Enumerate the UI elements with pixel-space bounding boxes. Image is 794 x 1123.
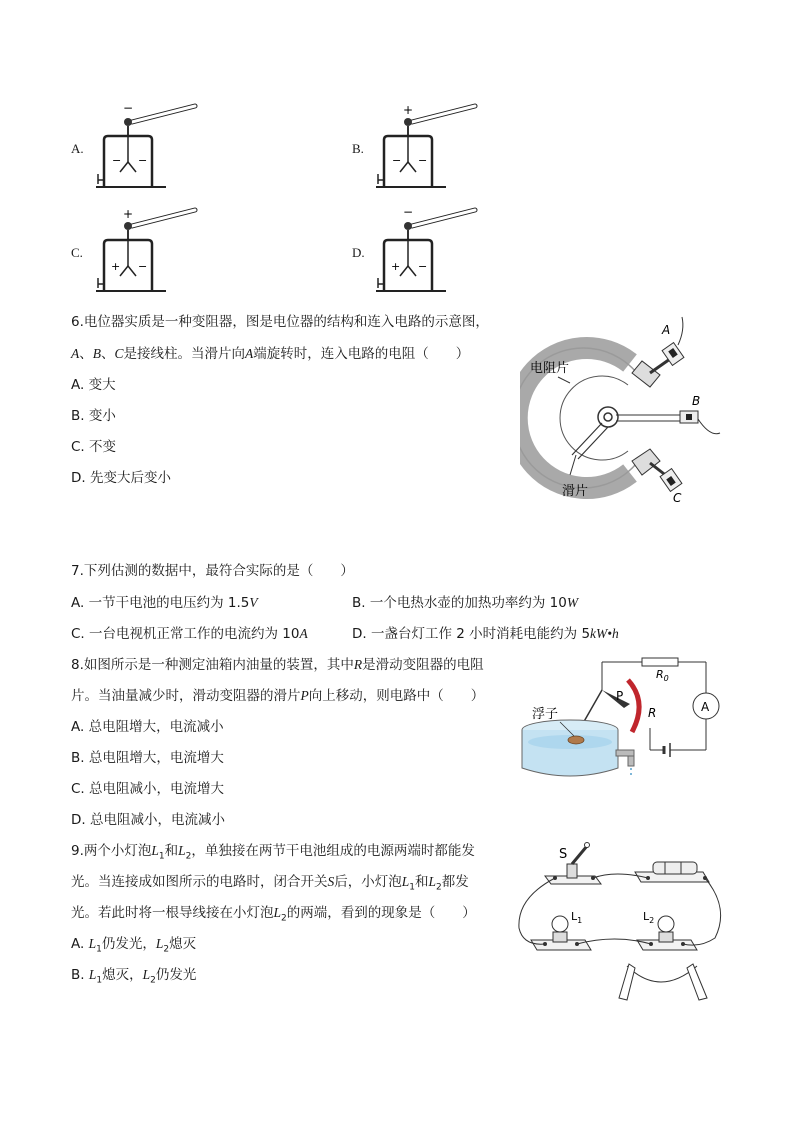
q9-option-a[interactable]: A. $L_1$仍发光，$L_2$熄灭 (71, 936, 197, 955)
q7-option-c[interactable]: C. 一台电视机正常工作的电流约为 10A (71, 626, 308, 642)
q8-option-c[interactable]: C. 总电阻减小，电流增大 (71, 781, 225, 797)
potentiometer-label-resistor: 电阻片 (530, 361, 570, 376)
electroscope-d-left-sign: + (391, 260, 401, 273)
potentiometer-label-slider: 滑片 (562, 484, 589, 499)
oil-gauge-float-label: 浮子 (532, 707, 559, 722)
q9-stem-line3: 光。若此时将一根导线接在小灯泡$L_2$的两端，看到的现象是（ ） (71, 905, 476, 924)
q6-stem-line1: 6.电位器实质是一种变阻器，图是电位器的结构和连入电路的示意图， (71, 314, 489, 330)
electroscope-c-figure (90, 204, 205, 299)
q8-option-b[interactable]: B. 总电阻增大，电流增大 (71, 750, 224, 766)
potentiometer-label-b: B (692, 394, 701, 408)
potentiometer-label-c: C (673, 491, 682, 505)
q5-option-d-letter: D. (352, 245, 365, 260)
oil-gauge-figure (520, 650, 730, 800)
q8-option-a[interactable]: A. 总电阻增大，电流减小 (71, 719, 224, 735)
q9-stem-line1: 9.两个小灯泡$L_1$和$L_2$，单独接在两节干电池组成的电源两端时都能发 (71, 843, 475, 862)
q5-option-c-letter: C. (71, 245, 83, 260)
electroscope-b-figure (370, 100, 485, 195)
potentiometer-label-a: A (662, 323, 671, 337)
electroscope-a-left-sign: − (112, 154, 122, 167)
q6-option-b[interactable]: B. 变小 (71, 408, 116, 424)
electroscope-c-top-sign: + (123, 207, 134, 221)
q8-stem-line2: 片。当油量减少时，滑动变阻器的滑片P向上移动，则电路中（ ） (71, 688, 485, 704)
oil-gauge-p-label: P (616, 689, 624, 703)
q7-option-d[interactable]: D. 一盏台灯工作 2 小时消耗电能约为 5kW•h (352, 626, 619, 642)
electroscope-b-right-sign: − (418, 154, 428, 167)
q9-stem-line2: 光。当连接成如图所示的电路时，闭合开关S后，小灯泡$L_1$和$L_2$都发 (71, 874, 469, 893)
electroscope-c-left-sign: + (111, 260, 121, 273)
q8-stem-line1: 8.如图所示是一种测定油箱内油量的装置，其中R是滑动变阻器的电阻 (71, 657, 484, 673)
oil-gauge-r0-label: $R_0$ (656, 668, 669, 683)
electroscope-d-figure (370, 204, 485, 299)
oil-gauge-ammeter-label: A (701, 700, 710, 714)
oil-gauge-r-label: R (648, 706, 657, 720)
q7-option-b[interactable]: B. 一个电热水壶的加热功率约为 10W (352, 595, 579, 611)
q7-option-a[interactable]: A. 一节干电池的电压约为 1.5V (71, 595, 258, 611)
electroscope-b-top-sign: + (403, 103, 414, 117)
q7-stem: 7.下列估测的数据中，最符合实际的是（ ） (71, 563, 354, 579)
series-circuit-figure (515, 838, 730, 1003)
q5-option-a-letter: A. (71, 141, 84, 156)
electroscope-a-figure (90, 100, 205, 195)
q6-option-c[interactable]: C. 不变 (71, 439, 117, 455)
q9-option-b[interactable]: B. $L_1$熄灭，$L_2$仍发光 (71, 967, 197, 986)
electroscope-d-right-sign: − (418, 260, 428, 273)
circuit-switch-label: S (559, 847, 568, 862)
circuit-l2-label: $L_2$ (643, 910, 655, 925)
q6-option-a[interactable]: A. 变大 (71, 377, 116, 393)
q8-option-d[interactable]: D. 总电阻减小，电流减小 (71, 812, 225, 828)
electroscope-a-top-sign: − (123, 101, 134, 115)
electroscope-a-right-sign: − (138, 154, 148, 167)
q5-option-b-letter: B. (352, 141, 364, 156)
q6-stem-line2: A、B、C是接线柱。当滑片向A端旋转时，连入电路的电阻（ ） (71, 346, 470, 362)
q6-option-d[interactable]: D. 先变大后变小 (71, 470, 171, 486)
circuit-l1-label: $L_1$ (571, 910, 583, 925)
electroscope-c-right-sign: − (138, 260, 148, 273)
potentiometer-figure (520, 315, 730, 510)
electroscope-d-top-sign: − (403, 205, 414, 219)
electroscope-b-left-sign: − (392, 154, 402, 167)
